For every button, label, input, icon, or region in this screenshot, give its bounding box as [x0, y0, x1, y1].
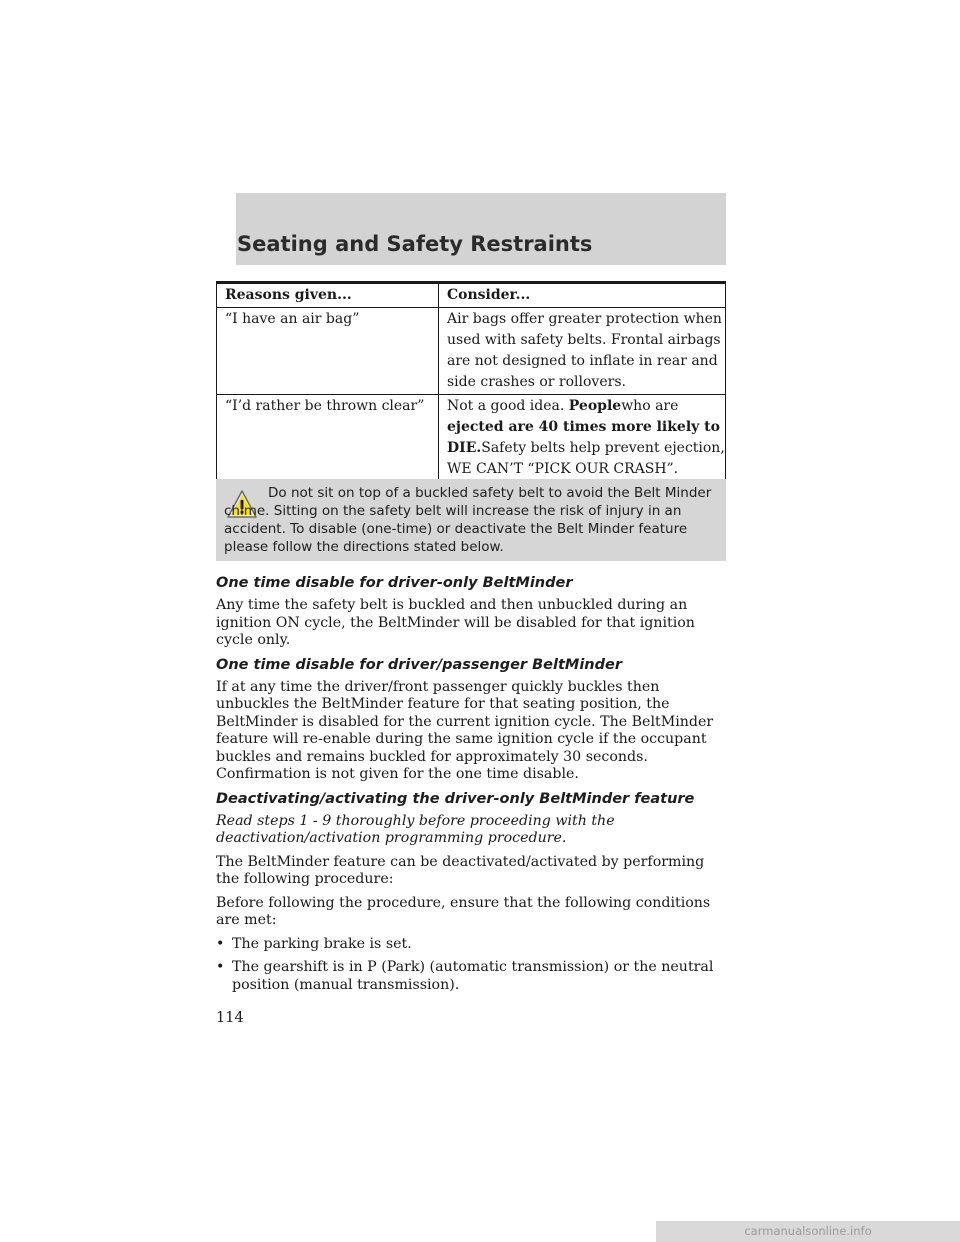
- consider-text: Safety belts help prevent ejection, WE CAN’T “PICK OUR CRASH”.: [447, 440, 725, 477]
- table-row: [217, 308, 726, 395]
- section-heading: Deactivating/activating the driver-only BeltMinder feature: [216, 790, 695, 807]
- list-item: [216, 936, 728, 954]
- reason-cell: “I’d rather be thrown clear”: [217, 395, 439, 483]
- intro-paragraph: Read steps 1 - 9 thoroughly before proceeding with the deactivation/activation programming procedure.: [216, 812, 615, 846]
- column-header-consider: Consider...: [447, 287, 531, 303]
- column-header-reasons: Reasons given...: [217, 283, 439, 308]
- table-header-row: [217, 283, 726, 308]
- warning-box: [216, 479, 726, 561]
- reasons-table: [216, 281, 726, 484]
- consider-emphasis: ejected are 40 times more likely to DIE.: [447, 419, 720, 456]
- body-paragraph: Any time the safety belt is buckled and then unbuckled during an ignition ON cycle, the BeltMinder will be disabled for that ignition cycle only.: [216, 597, 695, 648]
- bullet-icon: •: [216, 935, 225, 952]
- consider-text: Not a good idea.: [447, 398, 569, 414]
- watermark[interactable]: carmanualsonline.info: [656, 1221, 960, 1242]
- page-number: 114: [216, 1010, 244, 1026]
- list-item: [216, 959, 728, 994]
- bullet-icon: •: [216, 959, 225, 975]
- main-content: [216, 574, 728, 1000]
- body-paragraph: If at any time the driver/front passenger quickly buckles then unbuckles the BeltMinder feature for that seating position, the BeltMinder is disabled for the current ignition cycle. The BeltMinder feature will re-enable during the same ignition cycle if the occupant buckles and remains buckled for approximately 30 seconds. Confirmation is not given for the one time disable.: [216, 678, 714, 782]
- conditions-list: [216, 936, 728, 995]
- section-heading: One time disable for driver-only BeltMinder: [216, 575, 573, 591]
- section-heading: One time disable for driver/passenger BeltMinder: [216, 656, 622, 673]
- list-item-text: The parking brake is set.: [232, 935, 412, 952]
- warning-text: Do not sit on top of a buckled safety belt to avoid the Belt Minder chime. Sitting on the safety belt will increase the risk of injury in an accident. To disable (one-time) or deactivate the Belt Minder feature please follow the directions stated below.: [224, 485, 712, 555]
- body-paragraph: Before following the procedure, ensure that the following conditions are met:: [216, 894, 711, 928]
- section-title: Seating and Safety Restraints: [237, 232, 593, 256]
- list-item-text: The gearshift is in P (Park) (automatic transmission) or the neutral position (manual transmission).: [232, 959, 714, 993]
- consider-text: who are: [621, 398, 679, 414]
- reason-cell: “I have an air bag”: [217, 308, 439, 395]
- table-row: [217, 395, 726, 483]
- consider-emphasis: People: [568, 398, 622, 414]
- body-paragraph: The BeltMinder feature can be deactivated/activated by performing the following procedure:: [216, 853, 705, 887]
- consider-cell: Air bags offer greater protection when used with safety belts. Frontal airbags are not designed to inflate in rear and side crashes or rollovers.: [447, 311, 722, 390]
- consider-cell: [439, 395, 726, 483]
